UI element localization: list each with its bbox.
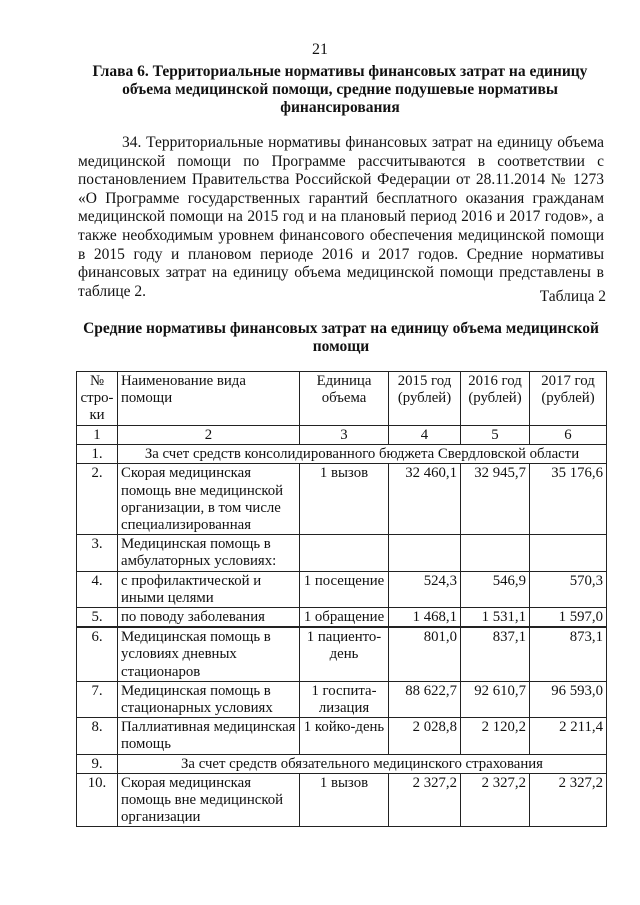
row-care-type: Скорая медицинская помощь вне медицинской организации (118, 773, 300, 827)
paragraph-text: 34. Территориальные нормативы финансовых затрат на единицу объема медицинской помощи по Программе рассчитываются в соответствии с постановлением Правительства Российской Федерации от 28.11.2014 № 1273 «О Программе государственных гарантий бесплатного оказания гражданам медицинской помощи на 2015 год и на плановый период 2016 и 2017 годов», а также необходимым уровнем финансового обеспечения медицинской помощи в 2015 году и плановом периоде 2016 и 2017 годов. Средние нормативы финансовых затрат на единицу объема медицинской помощи представлены в таблице 2. (78, 134, 604, 300)
table-row (77, 608, 607, 628)
row-value-2016: 32 945,7 (461, 464, 530, 535)
row-unit: 1 госпита-лизация (300, 681, 389, 717)
column-number: 1 (77, 426, 118, 445)
row-number: 4. (77, 571, 118, 607)
row-number: 9. (77, 754, 118, 773)
header-2017: 2017 год (рублей) (530, 372, 607, 426)
section-row-oms (77, 754, 607, 773)
column-number: 4 (389, 426, 461, 445)
row-number: 2. (77, 464, 118, 535)
table-row (77, 571, 607, 607)
column-number: 6 (530, 426, 607, 445)
row-value-2017: 2 211,4 (530, 718, 607, 754)
row-care-type: с профилактической и иными целями (118, 571, 300, 607)
row-number: 7. (77, 681, 118, 717)
row-value-2017: 570,3 (530, 571, 607, 607)
row-unit: 1 койко-день (300, 718, 389, 754)
row-value-2016 (461, 535, 530, 571)
chapter-heading: Глава 6. Территориальные нормативы финансовых затрат на единицу объема медицинской помощи, средние подушевые нормативы финансирования (92, 63, 588, 116)
section-row-budget (77, 445, 607, 464)
row-value-2017: 873,1 (530, 627, 607, 681)
row-number: 3. (77, 535, 118, 571)
table-row (77, 773, 607, 827)
header-2015: 2015 год (рублей) (389, 372, 461, 426)
row-unit: 1 вызов (300, 464, 389, 535)
row-value-2016: 2 327,2 (461, 773, 530, 827)
row-value-2017: 1 597,0 (530, 608, 607, 628)
row-number: 5. (77, 608, 118, 628)
row-unit: 1 вызов (300, 773, 389, 827)
section-title: За счет средств консолидированного бюджета Свердловской области (118, 445, 607, 464)
row-value-2017: 2 327,2 (530, 773, 607, 827)
row-value-2016: 546,9 (461, 571, 530, 607)
row-value-2016: 92 610,7 (461, 681, 530, 717)
page-number: 21 (312, 41, 328, 58)
row-number: 10. (77, 773, 118, 827)
column-number: 5 (461, 426, 530, 445)
row-value-2017 (530, 535, 607, 571)
row-value-2015 (389, 535, 461, 571)
row-unit: 1 обращение (300, 608, 389, 628)
header-row-number: № стро-ки (77, 372, 118, 426)
row-number: 6. (77, 627, 118, 681)
row-care-type: Медицинская помощь в амбулаторных условиях: (118, 535, 300, 571)
table-row (77, 627, 607, 681)
row-value-2015: 32 460,1 (389, 464, 461, 535)
row-care-type: Медицинская помощь в стационарных условиях (118, 681, 300, 717)
header-care-type: Наименование вида помощи (118, 372, 300, 426)
header-unit: Единица объема (300, 372, 389, 426)
row-value-2015: 2 327,2 (389, 773, 461, 827)
header-2016: 2016 год (рублей) (461, 372, 530, 426)
row-number: 8. (77, 718, 118, 754)
row-value-2015: 1 468,1 (389, 608, 461, 628)
row-value-2016: 1 531,1 (461, 608, 530, 628)
norms-table (76, 371, 607, 827)
table-row (77, 535, 607, 571)
row-care-type: Медицинская помощь в условиях дневных стационаров (118, 627, 300, 681)
row-care-type: Паллиативная медицинская помощь (118, 718, 300, 754)
row-unit (300, 535, 389, 571)
row-value-2015: 88 622,7 (389, 681, 461, 717)
row-value-2017: 35 176,6 (530, 464, 607, 535)
row-value-2015: 2 028,8 (389, 718, 461, 754)
row-unit: 1 пациенто-день (300, 627, 389, 681)
column-number: 3 (300, 426, 389, 445)
table-header-row (77, 372, 607, 426)
row-value-2016: 837,1 (461, 627, 530, 681)
row-care-type: по поводу заболевания (118, 608, 300, 628)
row-value-2017: 96 593,0 (530, 681, 607, 717)
section-title: За счет средств обязательного медицинского страхования (118, 754, 607, 773)
table-row (77, 464, 607, 535)
paragraph-34 (78, 134, 604, 301)
table-row (77, 681, 607, 717)
row-number: 1. (77, 445, 118, 464)
row-unit: 1 посещение (300, 571, 389, 607)
column-number: 2 (118, 426, 300, 445)
table-title: Средние нормативы финансовых затрат на единицу объема медицинской помощи (83, 320, 599, 355)
row-value-2015: 801,0 (389, 627, 461, 681)
row-value-2016: 2 120,2 (461, 718, 530, 754)
table-row (77, 718, 607, 754)
row-care-type: Скорая медицинская помощь вне медицинской организации, в том числе специализированная (118, 464, 300, 535)
row-value-2015: 524,3 (389, 571, 461, 607)
column-number-row (77, 426, 607, 445)
table-label: Таблица 2 (539, 288, 606, 305)
